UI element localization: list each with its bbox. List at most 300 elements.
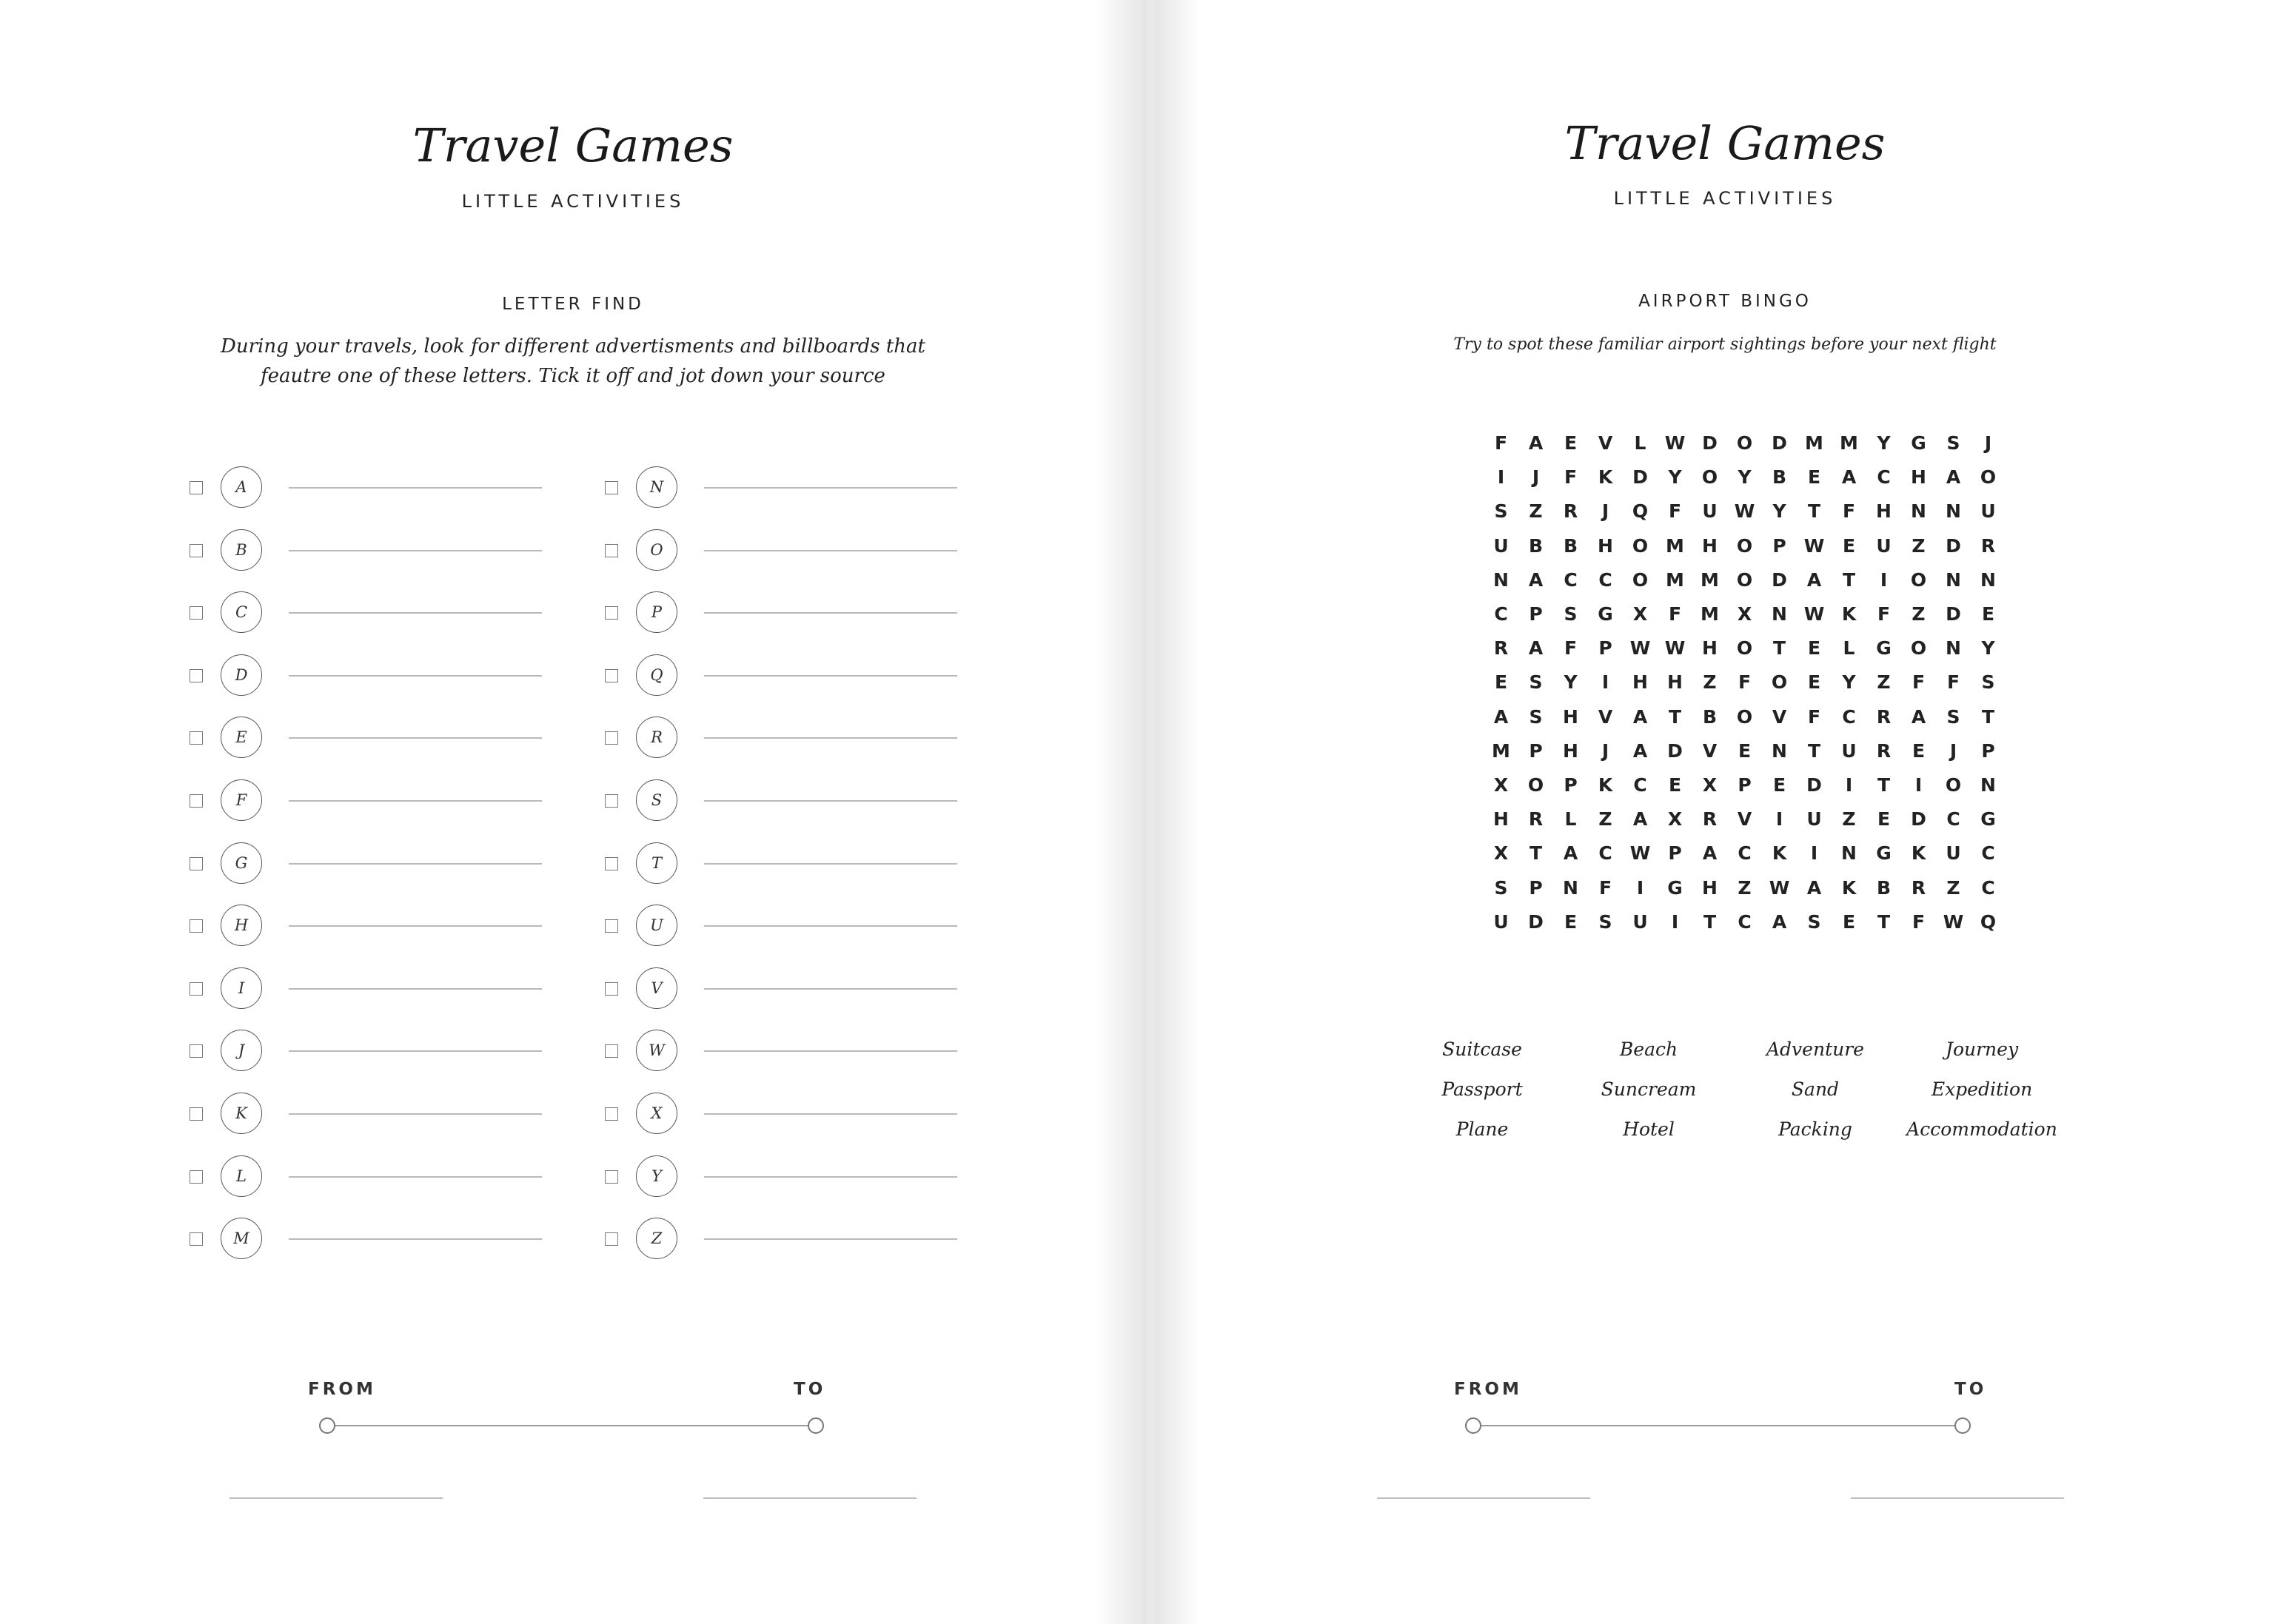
grid-letter[interactable]: P — [1981, 739, 1995, 762]
grid-letter[interactable]: H — [1563, 705, 1578, 728]
grid-letter[interactable]: S — [1529, 705, 1543, 728]
grid-letter[interactable]: I — [1845, 774, 1853, 796]
grid-letter[interactable]: J — [1601, 739, 1609, 762]
grid-letter[interactable]: C — [1598, 842, 1612, 865]
grid-letter[interactable]: H — [1702, 876, 1718, 899]
grid-letter[interactable]: C — [1633, 774, 1647, 796]
grid-letter[interactable]: P — [1529, 876, 1543, 899]
letter-checkbox[interactable] — [605, 1170, 618, 1184]
grid-letter[interactable]: B — [1772, 466, 1787, 489]
grid-letter[interactable]: G — [1667, 876, 1683, 899]
grid-row — [1484, 740, 2006, 774]
letter-checkbox[interactable] — [190, 1107, 203, 1121]
grid-letter[interactable]: R — [1563, 500, 1578, 523]
grid-letter[interactable]: W — [1734, 500, 1755, 523]
grid-letter[interactable]: C — [1842, 705, 1856, 728]
grid-letter[interactable]: D — [1702, 432, 1718, 454]
letter-checkbox[interactable] — [605, 857, 618, 870]
grid-letter[interactable]: T — [1807, 500, 1821, 523]
grid-letter[interactable]: B — [1563, 534, 1578, 557]
grid-letter[interactable]: A — [1841, 466, 1857, 489]
letter-checkbox[interactable] — [190, 1170, 203, 1184]
grid-letter[interactable]: C — [1738, 842, 1752, 865]
grid-letter[interactable]: P — [1529, 603, 1543, 625]
grid-letter[interactable]: U — [1980, 500, 1996, 523]
grid-letter[interactable]: Z — [1877, 671, 1891, 694]
source-write-line[interactable] — [704, 612, 957, 614]
letter-checkbox[interactable] — [190, 857, 203, 870]
grid-letter[interactable]: E — [1564, 910, 1578, 933]
grid-letter[interactable]: S — [1494, 876, 1508, 899]
grid-letter[interactable]: D — [1667, 739, 1683, 762]
grid-letter[interactable]: A — [1911, 705, 1926, 728]
grid-letter[interactable]: K — [1598, 466, 1613, 489]
grid-letter[interactable]: K — [1598, 774, 1613, 796]
grid-letter[interactable]: F — [1807, 705, 1821, 728]
grid-letter[interactable]: I — [1601, 671, 1609, 694]
grid-letter[interactable]: D — [1772, 568, 1787, 591]
grid-letter[interactable]: J — [1949, 739, 1957, 762]
grid-letter[interactable]: A — [1806, 568, 1822, 591]
grid-letter[interactable]: U — [1946, 842, 1961, 865]
grid-row — [1484, 603, 2006, 637]
letter-checkbox[interactable] — [190, 731, 203, 745]
letter-checkbox[interactable] — [190, 544, 203, 557]
grid-letter[interactable]: Y — [1668, 466, 1682, 489]
grid-letter[interactable]: O — [1736, 432, 1753, 454]
grid-letter[interactable]: H — [1667, 671, 1683, 694]
grid-letter[interactable]: S — [1981, 671, 1995, 694]
grid-letter[interactable]: Y — [1981, 637, 1995, 660]
grid-letter[interactable]: N — [1911, 500, 1926, 523]
grid-letter[interactable]: I — [1810, 842, 1818, 865]
grid-letter[interactable]: U — [1876, 534, 1892, 557]
grid-letter[interactable]: O — [1736, 534, 1753, 557]
route-start-dot — [319, 1417, 335, 1434]
grid-letter[interactable]: P — [1564, 774, 1578, 796]
grid-letter[interactable]: O — [1701, 466, 1718, 489]
intro-text: Try to spot these familiar airport sightings before your next flight — [1453, 335, 1997, 354]
grid-letter[interactable]: W — [1769, 876, 1790, 899]
source-write-line[interactable] — [704, 1238, 957, 1240]
grid-letter[interactable]: A — [1528, 637, 1544, 660]
grid-letter[interactable]: F — [1912, 910, 1926, 933]
grid-letter[interactable]: G — [1876, 842, 1892, 865]
grid-letter[interactable]: V — [1598, 432, 1613, 454]
letter-checkbox[interactable] — [190, 606, 203, 620]
grid-letter[interactable]: X — [1667, 808, 1683, 831]
grid-letter[interactable]: E — [1877, 808, 1891, 831]
letter-circle: C — [221, 591, 262, 633]
grid-letter[interactable]: A — [1806, 876, 1822, 899]
grid-letter[interactable]: G — [1980, 808, 1996, 831]
grid-letter[interactable]: T — [1772, 637, 1786, 660]
grid-letter[interactable]: H — [1598, 534, 1613, 557]
grid-letter[interactable]: C — [1946, 808, 1960, 831]
grid-letter[interactable]: A — [1702, 842, 1718, 865]
to-write-line[interactable] — [703, 1497, 917, 1499]
source-write-line[interactable] — [289, 675, 542, 677]
grid-letter[interactable]: E — [1738, 739, 1752, 762]
grid-letter[interactable]: T — [1807, 739, 1821, 762]
grid-letter[interactable]: F — [1668, 603, 1682, 625]
grid-letter[interactable]: Z — [1738, 876, 1752, 899]
bingo-word: Expedition — [1931, 1078, 2033, 1100]
grid-letter[interactable]: J — [1984, 432, 1992, 454]
source-write-line[interactable] — [289, 1176, 542, 1178]
grid-letter[interactable]: E — [1564, 432, 1578, 454]
grid-letter[interactable]: B — [1702, 705, 1718, 728]
grid-letter[interactable]: E — [1807, 637, 1821, 660]
grid-letter[interactable]: Z — [1703, 671, 1717, 694]
grid-letter[interactable]: H — [1876, 500, 1892, 523]
grid-letter[interactable]: M — [1666, 568, 1684, 591]
grid-letter[interactable]: F — [1946, 671, 1960, 694]
grid-letter[interactable]: X — [1493, 842, 1509, 865]
letter-checkbox[interactable] — [190, 669, 203, 682]
grid-letter[interactable]: J — [1532, 466, 1540, 489]
grid-letter[interactable]: L — [1564, 808, 1577, 831]
grid-letter[interactable]: C — [1564, 568, 1578, 591]
grid-letter[interactable]: V — [1772, 705, 1787, 728]
grid-letter[interactable]: V — [1702, 739, 1718, 762]
grid-letter[interactable]: Q — [1632, 500, 1649, 523]
grid-letter[interactable]: L — [1634, 432, 1646, 454]
grid-letter[interactable]: E — [1842, 534, 1856, 557]
grid-letter[interactable]: E — [1807, 466, 1821, 489]
source-write-line[interactable] — [289, 487, 542, 489]
grid-letter[interactable]: P — [1598, 637, 1612, 660]
grid-letter[interactable]: X — [1632, 603, 1648, 625]
grid-letter[interactable]: O — [1910, 637, 1927, 660]
grid-letter[interactable]: P — [1772, 534, 1786, 557]
letter-checkbox[interactable] — [190, 481, 203, 494]
grid-letter[interactable]: S — [1529, 671, 1543, 694]
grid-letter[interactable]: N — [1493, 568, 1509, 591]
letter-checkbox[interactable] — [605, 1044, 618, 1058]
grid-letter[interactable]: X — [1493, 774, 1509, 796]
source-write-line[interactable] — [704, 863, 957, 865]
letter-circle: T — [636, 842, 677, 884]
grid-letter[interactable]: C — [1981, 842, 1995, 865]
grid-letter[interactable]: Z — [1842, 808, 1856, 831]
grid-letter[interactable]: S — [1494, 500, 1508, 523]
grid-letter[interactable]: F — [1598, 876, 1612, 899]
grid-letter[interactable]: N — [1772, 603, 1787, 625]
grid-letter[interactable]: T — [1877, 774, 1891, 796]
grid-letter[interactable]: R — [1980, 534, 1996, 557]
grid-letter[interactable]: N — [1980, 774, 1996, 796]
grid-letter[interactable]: U — [1493, 910, 1509, 933]
grid-letter[interactable]: F — [1842, 500, 1856, 523]
grid-letter[interactable]: T — [1529, 842, 1543, 865]
grid-letter[interactable]: E — [1494, 671, 1508, 694]
grid-letter[interactable]: G — [1876, 637, 1892, 660]
grid-row — [1484, 569, 2006, 603]
grid-letter[interactable]: N — [1946, 568, 1961, 591]
grid-letter[interactable]: W — [1629, 637, 1651, 660]
grid-letter[interactable]: E — [1772, 774, 1786, 796]
grid-letter[interactable]: T — [1877, 910, 1891, 933]
grid-letter[interactable]: A — [1528, 432, 1544, 454]
grid-letter[interactable]: J — [1601, 500, 1609, 523]
grid-letter[interactable]: U — [1702, 500, 1718, 523]
grid-letter[interactable]: S — [1807, 910, 1821, 933]
grid-letter[interactable]: D — [1632, 466, 1648, 489]
grid-letter[interactable]: B — [1876, 876, 1892, 899]
grid-letter[interactable]: T — [1981, 705, 1995, 728]
source-write-line[interactable] — [289, 925, 542, 927]
grid-letter[interactable]: G — [1598, 603, 1613, 625]
grid-letter[interactable]: O — [1980, 466, 1997, 489]
grid-letter[interactable]: D — [1772, 432, 1787, 454]
source-write-line[interactable] — [289, 988, 542, 990]
source-write-line[interactable] — [704, 1113, 957, 1115]
grid-letter[interactable]: N — [1772, 739, 1787, 762]
grid-letter[interactable]: W — [1664, 637, 1686, 660]
grid-letter[interactable]: Z — [1912, 534, 1926, 557]
grid-letter[interactable]: I — [1497, 466, 1505, 489]
grid-letter[interactable]: Z — [1912, 603, 1926, 625]
grid-letter[interactable]: M — [1701, 603, 1719, 625]
letter-checkbox[interactable] — [605, 982, 618, 996]
letter-checkbox[interactable] — [190, 794, 203, 808]
grid-letter[interactable]: F — [1738, 671, 1752, 694]
from-write-line[interactable] — [1377, 1497, 1590, 1499]
grid-letter[interactable]: X — [1737, 603, 1752, 625]
grid-row — [1484, 808, 2006, 842]
grid-letter[interactable]: M — [1840, 432, 1858, 454]
grid-letter[interactable]: U — [1493, 534, 1509, 557]
grid-letter[interactable]: I — [1914, 774, 1923, 796]
grid-letter[interactable]: F — [1668, 500, 1682, 523]
grid-letter[interactable]: H — [1702, 637, 1718, 660]
source-write-line[interactable] — [289, 1050, 542, 1052]
grid-letter[interactable]: V — [1598, 705, 1613, 728]
grid-letter[interactable]: U — [1632, 910, 1648, 933]
grid-letter[interactable]: T — [1668, 705, 1682, 728]
grid-letter[interactable]: E — [1668, 774, 1682, 796]
grid-letter[interactable]: T — [1703, 910, 1717, 933]
grid-letter[interactable]: E — [1912, 739, 1926, 762]
grid-letter[interactable]: E — [1807, 671, 1821, 694]
grid-letter[interactable]: V — [1737, 808, 1752, 831]
grid-letter[interactable]: A — [1493, 705, 1509, 728]
grid-letter[interactable]: A — [1528, 568, 1544, 591]
grid-letter[interactable]: Y — [1564, 671, 1578, 694]
grid-letter[interactable]: L — [1843, 637, 1855, 660]
grid-letter[interactable]: C — [1598, 568, 1612, 591]
grid-letter[interactable]: H — [1702, 534, 1718, 557]
to-label: TO — [794, 1380, 826, 1399]
grid-letter[interactable]: B — [1528, 534, 1544, 557]
grid-letter[interactable]: G — [1911, 432, 1926, 454]
grid-letter[interactable]: S — [1598, 910, 1612, 933]
grid-letter[interactable]: H — [1563, 739, 1578, 762]
grid-letter[interactable]: I — [1775, 808, 1783, 831]
source-write-line[interactable] — [704, 487, 957, 489]
grid-letter[interactable]: Z — [1946, 876, 1960, 899]
grid-letter[interactable]: Y — [1877, 432, 1891, 454]
grid-letter[interactable]: O — [1632, 568, 1649, 591]
grid-letter[interactable]: I — [1880, 568, 1888, 591]
source-write-line[interactable] — [289, 612, 542, 614]
grid-letter[interactable]: N — [1563, 876, 1578, 899]
grid-letter[interactable]: W — [1664, 432, 1686, 454]
source-write-line[interactable] — [704, 675, 957, 677]
grid-letter[interactable]: D — [1946, 534, 1961, 557]
grid-letter[interactable]: D — [1911, 808, 1926, 831]
letter-circle: J — [221, 1030, 262, 1071]
source-write-line[interactable] — [704, 737, 957, 739]
grid-letter[interactable]: O — [1945, 774, 1962, 796]
from-write-line[interactable] — [230, 1497, 443, 1499]
grid-letter[interactable]: A — [1632, 808, 1648, 831]
grid-letter[interactable]: S — [1946, 432, 1960, 454]
grid-letter[interactable]: K — [1911, 842, 1926, 865]
source-write-line[interactable] — [289, 737, 542, 739]
source-write-line[interactable] — [289, 550, 542, 551]
letter-checkbox[interactable] — [605, 794, 618, 808]
source-write-line[interactable] — [289, 1113, 542, 1115]
grid-letter[interactable]: N — [1841, 842, 1857, 865]
source-write-line[interactable] — [289, 863, 542, 865]
grid-letter[interactable]: K — [1772, 842, 1787, 865]
letter-checkbox[interactable] — [605, 544, 618, 557]
grid-letter[interactable]: O — [1771, 671, 1788, 694]
grid-letter[interactable]: F — [1494, 432, 1508, 454]
grid-letter[interactable]: O — [1527, 774, 1544, 796]
grid-letter[interactable]: A — [1946, 466, 1961, 489]
grid-letter[interactable]: N — [1980, 568, 1996, 591]
grid-letter[interactable]: R — [1876, 705, 1892, 728]
grid-letter[interactable]: A — [1563, 842, 1578, 865]
letter-checkbox[interactable] — [605, 481, 618, 494]
grid-letter[interactable]: P — [1529, 739, 1543, 762]
grid-letter[interactable]: P — [1668, 842, 1682, 865]
grid-letter[interactable]: Z — [1598, 808, 1612, 831]
grid-letter[interactable]: M — [1701, 568, 1719, 591]
grid-letter[interactable]: H — [1632, 671, 1648, 694]
grid-letter[interactable]: H — [1911, 466, 1926, 489]
grid-letter[interactable]: R — [1876, 739, 1892, 762]
source-write-line[interactable] — [704, 988, 957, 990]
source-write-line[interactable] — [704, 1176, 957, 1178]
grid-letter[interactable]: C — [1877, 466, 1891, 489]
source-write-line[interactable] — [289, 800, 542, 802]
grid-letter[interactable]: S — [1946, 705, 1960, 728]
grid-letter[interactable]: T — [1842, 568, 1856, 591]
grid-letter[interactable]: F — [1912, 671, 1926, 694]
grid-letter[interactable]: O — [1736, 637, 1753, 660]
grid-letter[interactable]: Q — [1980, 910, 1997, 933]
grid-letter[interactable]: C — [1494, 603, 1508, 625]
letter-checkbox[interactable] — [605, 669, 618, 682]
grid-letter[interactable]: O — [1736, 568, 1753, 591]
grid-letter[interactable]: Y — [1738, 466, 1752, 489]
bingo-word: Journey — [1945, 1039, 2019, 1060]
grid-letter[interactable]: D — [1806, 774, 1822, 796]
letter-checkbox[interactable] — [190, 1232, 203, 1246]
grid-letter[interactable]: O — [1910, 568, 1927, 591]
grid-letter[interactable]: Z — [1529, 500, 1543, 523]
intro-line-2: feautre one of these letters. Tick it off and jot down your source — [261, 365, 885, 387]
grid-letter[interactable]: K — [1841, 603, 1857, 625]
grid-letter[interactable]: W — [1803, 603, 1825, 625]
grid-letter[interactable]: E — [1981, 603, 1995, 625]
source-write-line[interactable] — [289, 1238, 542, 1240]
letter-checkbox[interactable] — [190, 919, 203, 933]
grid-letter[interactable]: M — [1805, 432, 1823, 454]
letter-checkbox[interactable] — [605, 1232, 618, 1246]
grid-letter[interactable]: W — [1943, 910, 1964, 933]
letter-circle: D — [221, 654, 262, 696]
grid-letter[interactable]: Y — [1842, 671, 1856, 694]
grid-letter[interactable]: S — [1564, 603, 1578, 625]
grid-letter[interactable]: A — [1632, 739, 1648, 762]
grid-letter[interactable]: R — [1493, 637, 1509, 660]
letter-checkbox[interactable] — [605, 731, 618, 745]
source-write-line[interactable] — [704, 1050, 957, 1052]
grid-letter[interactable]: M — [1666, 534, 1684, 557]
grid-letter[interactable]: M — [1492, 739, 1510, 762]
grid-letter[interactable]: H — [1493, 808, 1509, 831]
source-write-line[interactable] — [704, 925, 957, 927]
grid-letter[interactable]: R — [1911, 876, 1926, 899]
grid-letter[interactable]: K — [1841, 876, 1857, 899]
source-write-line[interactable] — [704, 550, 957, 551]
grid-letter[interactable]: N — [1946, 637, 1961, 660]
grid-letter[interactable]: P — [1738, 774, 1752, 796]
letter-checkbox[interactable] — [190, 982, 203, 996]
grid-letter[interactable]: I — [1636, 876, 1644, 899]
grid-letter[interactable]: U — [1806, 808, 1822, 831]
letter-checkbox[interactable] — [605, 1107, 618, 1121]
grid-letter[interactable]: X — [1702, 774, 1718, 796]
grid-letter[interactable]: I — [1671, 910, 1679, 933]
letter-checkbox[interactable] — [605, 919, 618, 933]
grid-letter[interactable]: W — [1803, 534, 1825, 557]
grid-letter[interactable]: C — [1981, 876, 1995, 899]
grid-row — [1484, 500, 2006, 534]
grid-letter[interactable]: O — [1632, 534, 1649, 557]
grid-letter[interactable]: A — [1632, 705, 1648, 728]
to-write-line[interactable] — [1851, 1497, 2064, 1499]
letter-circle: F — [221, 779, 262, 821]
grid-letter[interactable]: U — [1841, 739, 1857, 762]
grid-letter[interactable]: A — [1772, 910, 1787, 933]
source-write-line[interactable] — [704, 800, 957, 802]
grid-letter[interactable]: O — [1736, 705, 1753, 728]
grid-letter[interactable]: R — [1702, 808, 1718, 831]
grid-letter[interactable]: Y — [1772, 500, 1786, 523]
grid-letter[interactable]: D — [1946, 603, 1961, 625]
grid-letter[interactable]: F — [1564, 466, 1578, 489]
bingo-word: Sand — [1791, 1078, 1840, 1100]
letter-circle: B — [221, 529, 262, 571]
grid-letter[interactable]: W — [1629, 842, 1651, 865]
grid-letter[interactable]: N — [1946, 500, 1961, 523]
grid-letter[interactable]: F — [1564, 637, 1578, 660]
letter-checkbox[interactable] — [605, 606, 618, 620]
grid-letter[interactable]: F — [1877, 603, 1891, 625]
grid-letter[interactable]: C — [1738, 910, 1752, 933]
grid-letter[interactable]: R — [1528, 808, 1544, 831]
letter-circle: G — [221, 842, 262, 884]
grid-letter[interactable]: D — [1528, 910, 1544, 933]
letter-checkbox[interactable] — [190, 1044, 203, 1058]
grid-letter[interactable]: E — [1842, 910, 1856, 933]
